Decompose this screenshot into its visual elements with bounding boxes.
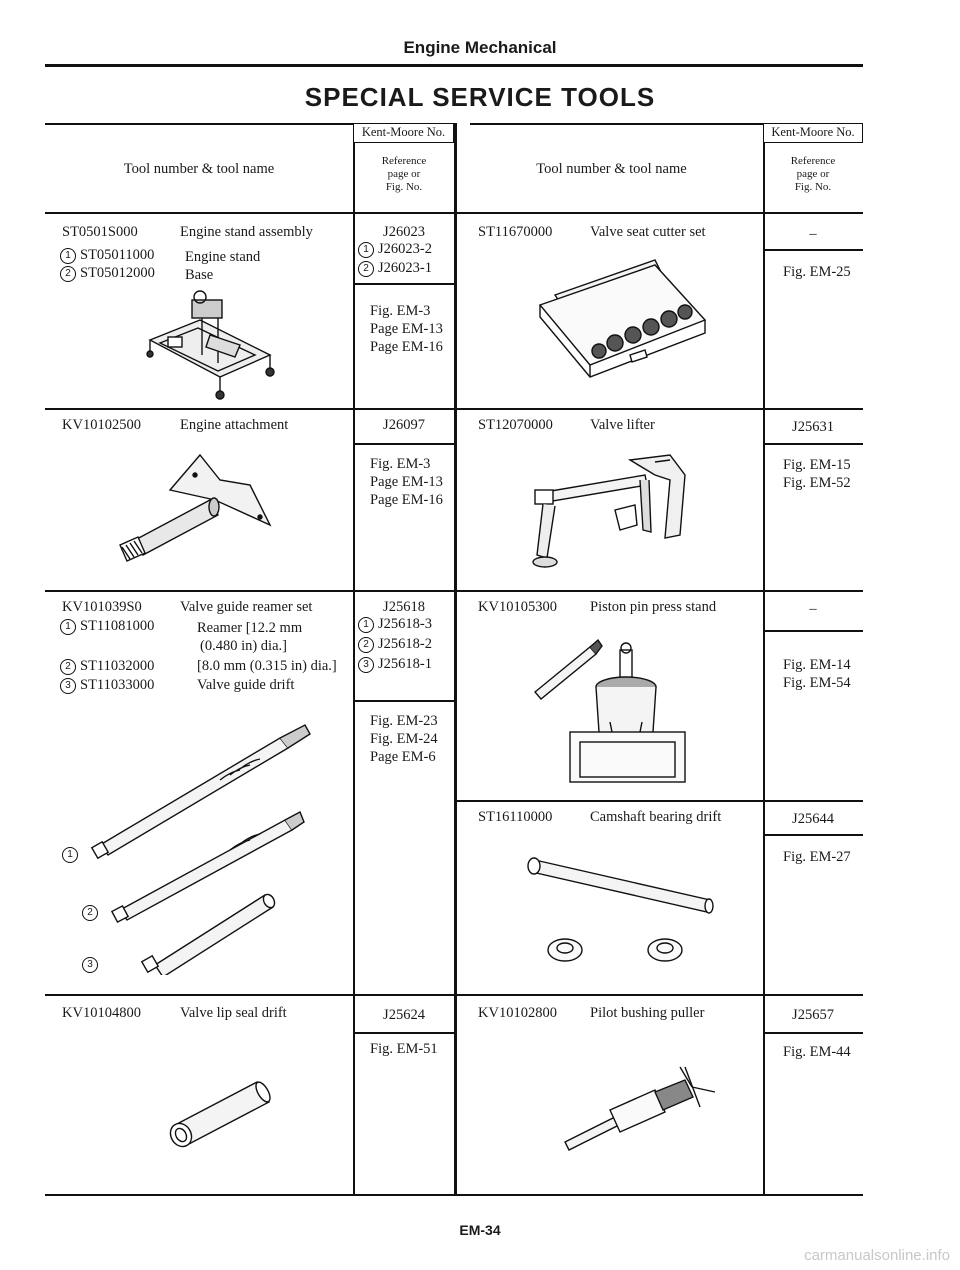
ref-list: Fig. EM-15 Fig. EM-52 [783,457,851,491]
ref-divider [353,443,454,445]
valve-seat-cutter-set-illustration [535,255,715,390]
row-divider [45,590,454,592]
watermark: carmanualsonline.info [804,1247,950,1264]
piston-pin-press-stand-illustration [530,622,690,787]
tool-name: Pilot bushing puller [590,1005,705,1021]
row-divider [45,994,454,996]
callout-marker: 1 [60,619,76,635]
callout-marker: 1 [62,847,78,863]
callout-marker: 2 [358,261,374,277]
kent-moore-sub: 1 J25618-3 [358,615,432,633]
left-ref-header: Reference page or Fig. No. [381,155,427,193]
camshaft-bearing-drift-illustration [515,850,730,980]
kent-moore-number: J25631 [792,419,834,435]
ref-divider [763,1032,863,1034]
callout-marker: 3 [82,957,98,973]
ref-divider [353,1032,454,1034]
tool-name: Valve guide reamer set [180,599,313,615]
sub-tool-1: 1 ST05011000 [60,246,154,264]
tool-name: Engine stand assembly [180,224,313,240]
center-divider [454,123,457,1196]
row-divider [457,590,863,592]
tool-number: KV10104800 [62,1005,141,1021]
kent-moore-sub: 2 J26023-1 [358,259,432,277]
right-tool-header: Tool number & tool name [536,161,687,177]
kent-moore-number: J25657 [792,1007,834,1023]
tool-number: KV10105300 [478,599,557,615]
left-tool-header: Tool number & tool name [123,161,275,177]
kent-moore-number: J26097 [383,417,425,433]
callout-marker: 1 [358,617,374,633]
callout-marker: 1 [358,242,374,258]
ref-list: Fig. EM-51 [370,1041,438,1057]
row-divider [457,800,863,802]
kent-moore-number: – [809,226,817,242]
ref-divider [763,834,863,836]
tool-number: ST0501S000 [62,224,138,240]
reamer-callout-2 [82,903,102,921]
reamer-callout-3 [82,955,102,973]
row-divider [457,994,863,996]
callout-marker: 3 [358,657,374,673]
tool-number: ST16110000 [478,809,553,825]
tool-number: KV101039S0 [62,599,142,615]
ref-divider [353,283,454,285]
page-number: EM-34 [459,1222,501,1238]
ref-divider [353,700,454,702]
callout-marker: 2 [60,266,76,282]
reamer-callout-1 [62,845,82,863]
tool-number: KV10102500 [62,417,141,433]
ref-list: Fig. EM-14 Fig. EM-54 [783,657,851,691]
ref-divider [763,443,863,445]
ref-list: Fig. EM-23 Fig. EM-24 Page EM-6 [370,713,438,765]
sub-tool-2: 2 ST05012000 [60,264,155,282]
reamer-set-illustration [80,720,320,975]
ref-list: Fig. EM-25 [783,264,851,280]
sub-tool-name: [8.0 mm (0.315 in) dia.] [197,658,337,674]
tool-name: Camshaft bearing drift [590,809,722,825]
page-title: SPECIAL SERVICE TOOLS [304,82,656,112]
ref-divider [763,249,863,251]
tool-name: Valve lifter [590,417,655,433]
kent-moore-sub: 3 J25618-1 [358,655,432,673]
tool-number: KV10102800 [478,1005,557,1021]
ref-list: Fig. EM-3 Page EM-13 Page EM-16 [370,456,443,508]
tool-name: Valve lip seal drift [180,1005,287,1021]
header-rule [45,64,863,67]
kent-moore-sub: 2 J25618-2 [358,635,432,653]
sub-tool-name: Engine stand [185,249,261,265]
callout-marker: 2 [358,637,374,653]
right-km-header: Kent-Moore No. [763,123,863,143]
engine-stand-illustration [140,285,290,400]
kent-moore-number: J26023 [383,224,425,240]
valve-lifter-illustration [525,450,700,575]
engine-attachment-illustration [100,445,285,570]
row-divider [45,408,454,410]
lip-seal-drift-illustration [165,1078,280,1153]
kent-moore-number: J25624 [383,1007,425,1023]
callout-marker: 1 [60,248,76,264]
sub-tool-1: 1 ST11081000 [60,617,154,635]
table-bottom-rule [45,1194,863,1196]
pilot-bushing-puller-illustration [555,1062,725,1157]
kent-moore-number: J25644 [792,811,834,827]
kent-moore-number: – [809,601,817,617]
callout-marker: 3 [60,678,76,694]
ref-list: Fig. EM-27 [783,849,851,865]
sub-tool-name: Valve guide drift [197,677,295,693]
sub-tool-name: Reamer [12.2 mm [197,620,303,636]
sub-tool-3: 3 ST11033000 [60,676,154,694]
callout-marker: 2 [82,905,98,921]
row-divider [457,408,863,410]
right-km-column-rule [763,123,765,1196]
tool-name: Valve seat cutter set [590,224,706,240]
tool-name: Engine attachment [180,417,289,433]
tool-number: ST11670000 [478,224,553,240]
ref-list: Fig. EM-3 Page EM-13 Page EM-16 [370,303,443,355]
page-header: Engine Mechanical [403,38,557,57]
kent-moore-sub: 1 J26023-2 [358,240,432,258]
ref-list: Fig. EM-44 [783,1044,851,1060]
ref-divider [763,630,863,632]
tool-number: ST12070000 [478,417,553,433]
sub-tool-2: 2 ST11032000 [60,657,154,675]
sub-tool-name-cont: (0.480 in) dia.] [200,638,287,654]
tool-name: Piston pin press stand [590,599,717,615]
right-ref-header: Reference page or Fig. No. [790,155,836,193]
kent-moore-number: J25618 [383,599,425,615]
left-km-header: Kent-Moore No. [353,123,454,143]
callout-marker: 2 [60,659,76,675]
sub-tool-name: Base [185,267,214,283]
